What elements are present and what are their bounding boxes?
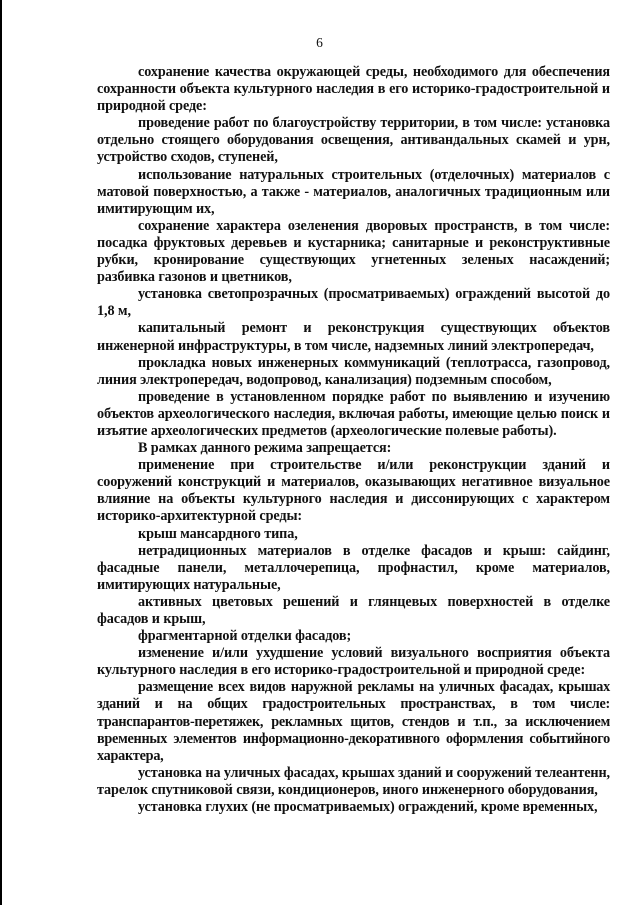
paragraph: нетрадиционных материалов в отделке фасадов и крыш: сайдинг, фасадные панели, металлочерепица, профнастил, кроме материалов, имитирующих натуральные, — [97, 542, 610, 593]
paragraph: сохранение качества окружающей среды, необходимого для обеспечения сохранности объекта культурного наследия в его историко-градостроительной и природной среде: — [97, 64, 610, 115]
paragraph: проведение в установленном порядке работ по выявлению и изучению объектов археологического наследия, включая работы, имеющие целью поиск и изъятие археологических предметов (археологические полевые работы). — [97, 388, 610, 439]
paragraph: проведение работ по благоустройству территории, в том числе: установка отдельно стоящего оборудования освещения, антивандальных скамей и урн, устройство сходов, ступеней, — [97, 115, 610, 166]
paragraph: капитальный ремонт и реконструкция существующих объектов инженерной инфраструктуры, в том числе, надземных линий электропередач, — [97, 320, 610, 354]
paragraph: прокладка новых инженерных коммуникаций (теплотрасса, газопровод, линия электропередач, водопровод, канализация) подземным способом, — [97, 354, 610, 388]
prohibited-intro: В рамках данного режима — [138, 440, 307, 457]
prohibited-emphasis: запрещается: — [306, 440, 392, 457]
paragraph: изменение и/или ухудшение условий визуального восприятия объекта культурного наследия в его историко-градостроительной и природной среде: — [97, 645, 610, 679]
paragraph: применение при строительстве и/или реконструкции зданий и сооружений конструкций и материалов, оказывающих негативное визуальное влияние на объекты культурного наследия и диссонирующих с характером историко-архитектурной среды: — [97, 457, 610, 525]
paragraph: сохранение характера озеленения дворовых пространств, в том числе: посадка фруктовых деревьев и кустарника; санитарные и реконструктивные рубки, кронирование существующих угнетенных зеленых насаждений; разбивка газонов и цветников, — [97, 217, 610, 286]
paragraph: крыш мансардного типа, — [138, 525, 298, 542]
paragraph: установка глухих (не просматриваемых) ограждений, кроме временных, — [138, 799, 598, 816]
paragraph: использование натуральных строительных (отделочных) материалов с матовой поверхностью, а также - материалов, аналогичных традиционным или имитирующим их, — [97, 166, 610, 217]
paragraph: установка светопрозрачных (просматриваемых) ограждений высотой до 1,8 м, — [97, 286, 610, 320]
paragraph: установка на уличных фасадах, крышах зданий и сооружений телеантенн, тарелок спутниковой связи, кондиционеров, иного инженерного оборудования, — [97, 764, 610, 798]
page-left-edge — [0, 0, 2, 905]
paragraph: активных цветовых решений и глянцевых поверхностей в отделке фасадов и крыш, — [97, 593, 610, 627]
paragraph: размещение всех видов наружной рекламы на уличных фасадах, крышах зданий и на общих градостроительных пространствах, в том числе: транспарантов-перетяжек, рекламных щитов, стендов и т.п., за исключением временных элементов информационно-декоративного оформления событийного характера, — [97, 679, 610, 764]
document-body — [97, 64, 610, 816]
page-number: 6 — [316, 35, 323, 50]
paragraph: фрагментарной отделки фасадов; — [138, 628, 352, 645]
paragraph-prohibited-heading — [97, 440, 610, 457]
